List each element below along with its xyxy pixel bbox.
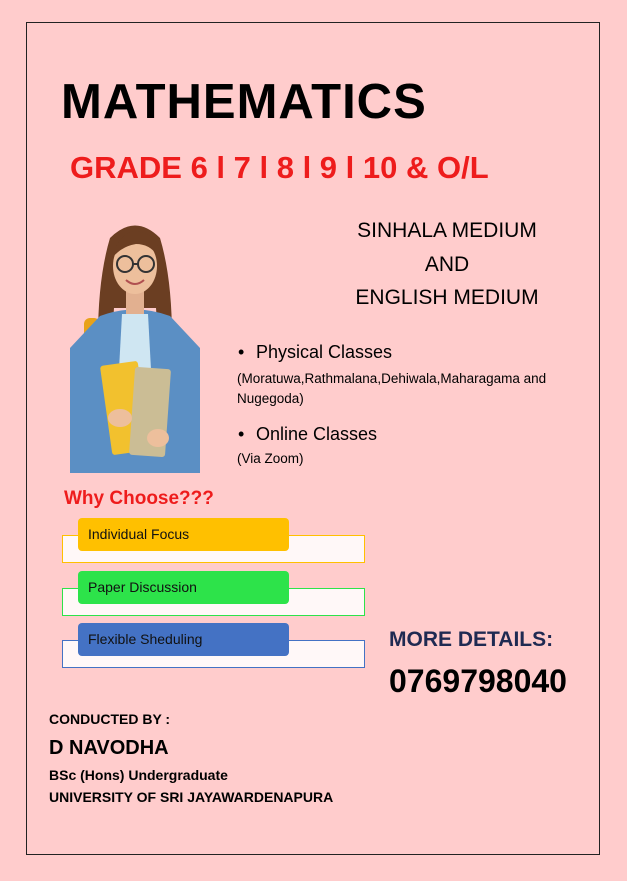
online-classes-label: Online Classes (256, 424, 378, 444)
online-via: (Via Zoom) (237, 451, 304, 466)
bullet-icon: • (238, 424, 245, 444)
teacher-qualification: BSc (Hons) Undergraduate (49, 767, 228, 783)
physical-classes-item (238, 342, 392, 363)
medium-line-english: ENGLISH MEDIUM (355, 286, 539, 309)
bullet-icon: • (238, 342, 245, 362)
online-classes-item (238, 424, 377, 445)
reason-paper-discussion: Paper Discussion (78, 571, 289, 604)
page-title: MATHEMATICS (61, 75, 427, 129)
reason-flexible-scheduling: Flexible Sheduling (78, 623, 289, 656)
reason-individual-focus: Individual Focus (78, 518, 289, 551)
phone-number: 0769798040 (389, 663, 567, 699)
teacher-name: D NAVODHA (49, 737, 169, 759)
medium-line-sinhala: SINHALA MEDIUM (357, 219, 537, 242)
conducted-by-label: CONDUCTED BY : (49, 711, 171, 727)
why-choose-heading: Why Choose??? (64, 488, 214, 509)
physical-classes-label: Physical Classes (256, 342, 393, 362)
teacher-university: UNIVERSITY OF SRI JAYAWARDENAPURA (49, 789, 334, 805)
more-details-label: MORE DETAILS: (389, 628, 554, 651)
grade-list: GRADE 6 l 7 l 8 l 9 l 10 & O/L (70, 150, 489, 185)
medium-line-and: AND (424, 253, 470, 276)
student-photo (60, 218, 210, 478)
physical-locations: (Moratuwa,Rathmalana,Dehiwala,Maharagama and Nugegoda) (237, 371, 547, 406)
